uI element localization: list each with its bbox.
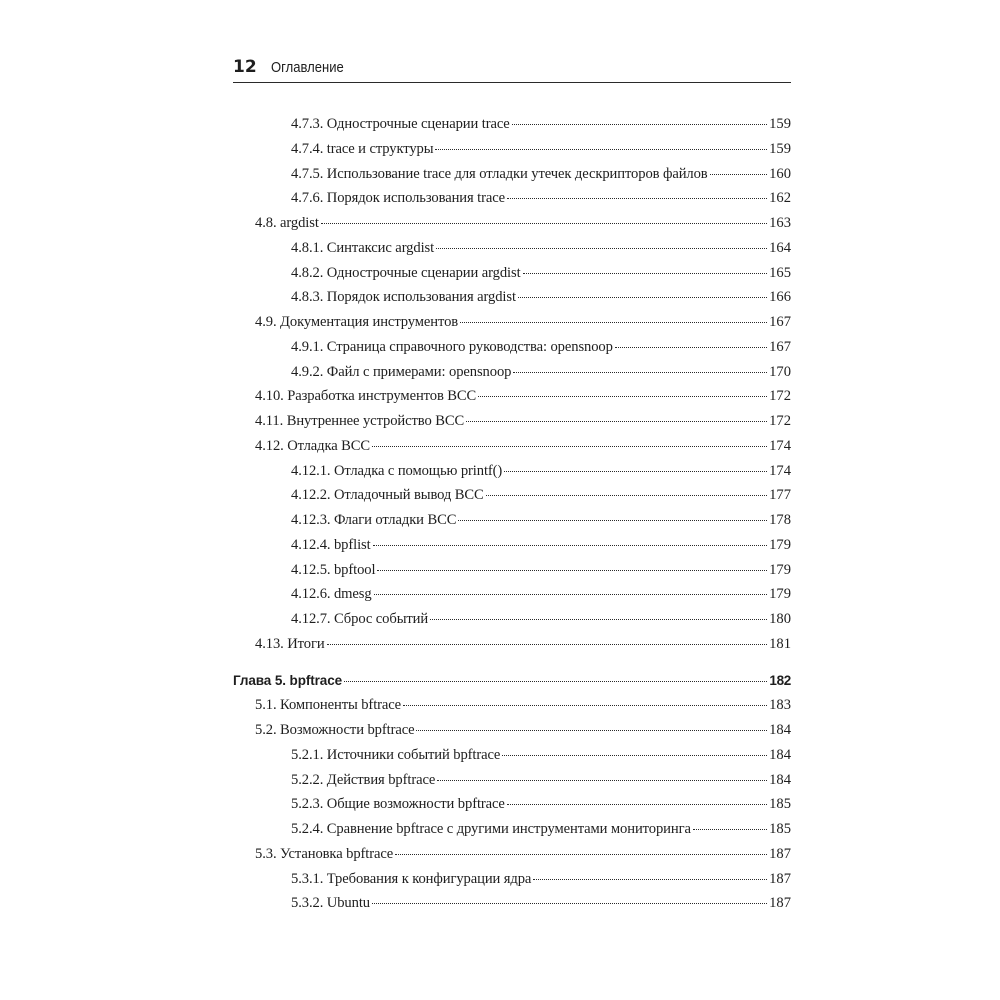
toc-entry-title: 5.1. Компоненты bftrace [255,697,402,714]
toc-entry-title: 5.2. Возможности bpftrace [255,722,415,738]
dot-leader [344,680,767,682]
dot-leader [486,494,767,496]
toc-entry-title: 4.9.2. Файл с примерами: opensnoop [291,363,512,380]
toc-entry[interactable] [233,335,791,360]
dot-leader [502,754,767,756]
toc-entry-page-number: 181 [769,635,791,652]
toc-entry[interactable] [233,533,791,558]
toc-entry-title: 4.9.1. Страница справочного руководства: opensnoop [291,338,613,355]
toc-entry-title: 4.12. Отладка BCC [255,437,371,454]
toc-entry-page-number: 163 [769,215,791,231]
dot-leader [504,470,767,472]
dot-leader [478,395,767,397]
toc-entry-title: 5.3.1. Требования к конфигурации ядра [291,870,532,887]
dot-leader [693,828,767,830]
toc-entry[interactable] [233,743,791,768]
toc-entry-title: 4.12.3. Флаги отладки BCC [291,512,457,528]
dot-leader [518,296,767,298]
toc-entry-page-number: 166 [769,289,791,306]
toc-chapter-entry[interactable] [233,669,791,694]
toc-entry-title: 4.12.7. Сброс событий [291,611,429,627]
toc-entry[interactable] [233,360,791,385]
dot-leader [416,729,767,731]
toc-entry-page-number: 182 [769,672,791,688]
toc-entry-title: 4.13. Итоги [255,635,325,652]
dot-leader [435,148,767,150]
toc-entry[interactable] [233,162,791,187]
toc-entry-title: 4.7.3. Однострочные сценарии trace [291,116,510,132]
toc-entry-page-number: 187 [769,895,791,912]
toc-entry-page-number: 184 [769,771,791,788]
toc-entry-title: 4.10. Разработка инструментов BCC [255,388,477,405]
dot-leader [615,346,767,348]
dot-leader [373,544,768,546]
table-of-contents [233,112,791,916]
toc-entry-page-number: 187 [769,845,791,862]
dot-leader [372,445,767,447]
dot-leader [523,272,768,274]
toc-entry-title: 5.3. Установка bpftrace [255,845,394,862]
toc-entry-title: 4.12.2. Отладочный вывод BCC [291,487,484,504]
toc-entry[interactable] [233,842,791,867]
toc-entry-title: 4.8.2. Однострочные сценарии argdist [291,264,521,281]
toc-entry[interactable] [233,508,791,533]
toc-entry[interactable] [233,582,791,607]
toc-entry-page-number: 167 [769,338,791,355]
toc-entry-title: 4.7.6. Порядок использования trace [291,190,506,207]
toc-entry-page-number: 167 [769,314,791,330]
toc-entry-page-number: 162 [769,190,791,207]
toc-entry[interactable] [233,285,791,310]
toc-entry[interactable] [233,632,791,657]
toc-entry-title: 4.8.1. Синтаксис argdist [291,239,435,256]
dot-leader [327,643,768,645]
toc-entry[interactable] [233,186,791,211]
toc-entry[interactable] [233,112,791,137]
toc-entry[interactable] [233,310,791,335]
dot-leader [513,371,767,373]
toc-entry-page-number: 183 [769,697,791,714]
toc-entry[interactable] [233,434,791,459]
toc-entry-page-number: 184 [769,746,791,763]
toc-entry-title: 4.12.6. dmesg [291,586,372,603]
toc-entry-page-number: 174 [769,462,791,479]
toc-entry[interactable] [233,459,791,484]
dot-leader [395,853,767,855]
toc-entry-title: 4.8.3. Порядок использования argdist [291,289,516,306]
toc-entry[interactable] [233,792,791,817]
toc-entry[interactable] [233,211,791,236]
toc-entry-page-number: 174 [769,437,791,454]
toc-entry-page-number: 178 [769,512,791,528]
toc-entry-page-number: 185 [769,821,791,837]
toc-entry-page-number: 159 [769,140,791,157]
toc-entry-page-number: 180 [769,611,791,627]
dot-leader [372,902,767,904]
toc-entry-title: 4.12.5. bpftool [291,561,376,578]
dot-leader [512,123,767,125]
dot-leader [458,519,767,521]
toc-entry[interactable] [233,891,791,916]
toc-entry-title: 4.8. argdist [255,215,319,231]
toc-entry-page-number: 172 [769,388,791,405]
toc-entry-title: 4.12.1. Отладка с помощью printf() [291,462,503,479]
toc-entry-title: Глава 5. bpftrace [233,672,343,688]
toc-entry-page-number: 172 [769,413,791,429]
toc-entry-page-number: 184 [769,722,791,738]
toc-entry-title: 5.2.4. Сравнение bpftrace с другими инструментами мониторинга [291,821,691,837]
toc-entry[interactable] [233,867,791,892]
page-header [233,56,791,83]
toc-entry[interactable] [233,817,791,842]
toc-entry-title: 5.2.2. Действия bpftrace [291,771,436,788]
dot-leader [466,420,767,422]
toc-entry[interactable] [233,483,791,508]
dot-leader [436,247,767,249]
toc-entry-title: 4.7.4. trace и структуры [291,140,434,157]
toc-entry[interactable] [233,261,791,286]
toc-entry-page-number: 177 [769,487,791,504]
dot-leader [533,878,767,880]
toc-entry[interactable] [233,409,791,434]
toc-entry-page-number: 164 [769,239,791,256]
toc-entry-title: 5.2.1. Источники событий bpftrace [291,746,501,763]
toc-entry[interactable] [233,718,791,743]
toc-entry-page-number: 179 [769,561,791,578]
toc-entry[interactable] [233,558,791,583]
toc-entry-title: 4.11. Внутреннее устройство BCC [255,413,465,429]
dot-leader [377,569,767,571]
dot-leader [507,197,767,199]
toc-entry[interactable] [233,384,791,409]
toc-entry-title: 4.7.5. Использование trace для отладки утечек дескрипторов файлов [291,165,708,182]
toc-entry[interactable] [233,768,791,793]
toc-entry-page-number: 185 [769,796,791,813]
toc-entry-title: 5.2.3. Общие возможности bpftrace [291,796,505,813]
dot-leader [460,321,767,323]
dot-leader [437,779,767,781]
toc-entry-title: 4.12.4. bpflist [291,536,371,553]
toc-entry-page-number: 179 [769,586,791,603]
toc-entry[interactable] [233,137,791,162]
toc-entry-page-number: 160 [769,165,791,182]
toc-entry[interactable] [233,693,791,718]
running-head: Оглавление [271,60,344,76]
dot-leader [403,704,767,706]
toc-entry-page-number: 165 [769,264,791,281]
toc-entry-page-number: 170 [769,363,791,380]
toc-entry[interactable] [233,607,791,632]
toc-entry-page-number: 187 [769,870,791,887]
toc-entry-title: 5.3.2. Ubuntu [291,895,370,912]
toc-entry-page-number: 179 [769,536,791,553]
toc-entry[interactable] [233,236,791,261]
page-number: 12 [233,57,257,77]
dot-leader [710,173,768,175]
toc-entry-page-number: 159 [769,116,791,132]
dot-leader [507,803,767,805]
dot-leader [374,593,768,595]
toc-entry-title: 4.9. Документация инструментов [255,314,459,330]
dot-leader [321,222,767,224]
dot-leader [430,618,767,620]
